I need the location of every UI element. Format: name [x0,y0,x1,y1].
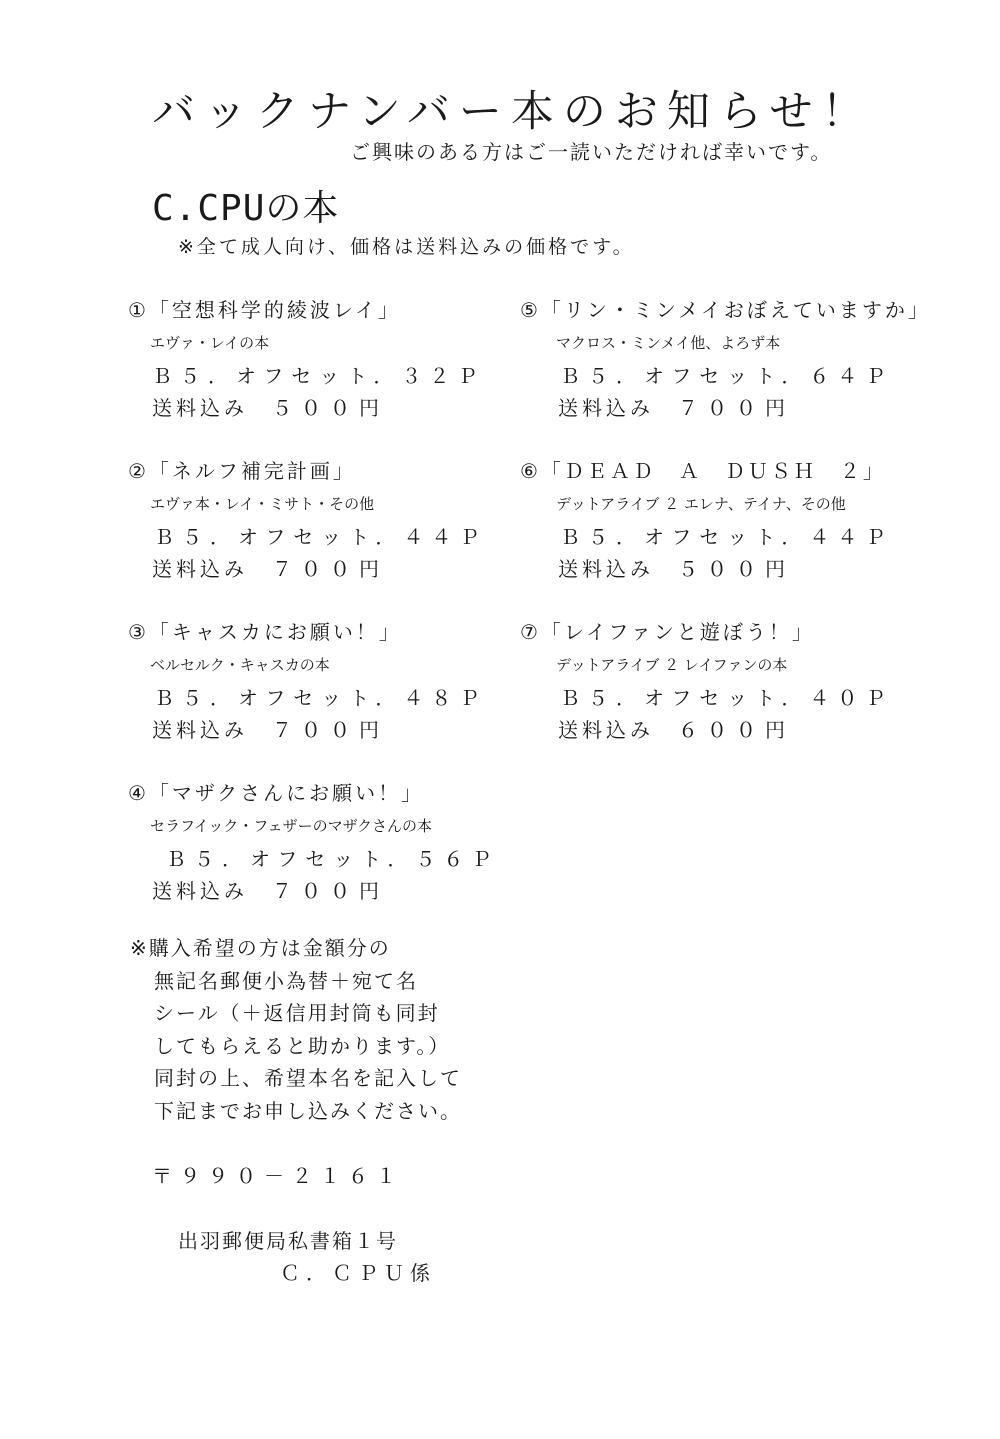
order-line: 下記までお申し込みください。 [154,1098,462,1123]
book-item-3 [128,616,568,746]
book-price: ６００円 [678,718,794,742]
book-description: デットアライブ ２ エレナ、テイナ、その他 [556,495,846,513]
book-spec: Ｂ５．オフセット．６４Ｐ [560,364,894,388]
price-label: 送料込み [152,557,248,581]
book-title: ③「キャスカにお願い！」 [128,620,402,644]
address-line: 出羽郵便局私書箱１号 [178,1229,398,1253]
price-label: 送料込み [558,396,654,420]
book-price-row [152,553,568,585]
book-spec: Ｂ５．オフセット．４４Ｐ [560,525,894,549]
book-description: デットアライブ ２ レイファンの本 [556,656,788,674]
book-price-row [152,875,568,907]
order-instructions [130,932,530,1127]
book-item-5 [520,294,960,424]
book-spec: Ｂ５．オフセット．３２Ｐ [152,364,486,388]
page-subtitle: ご興味のある方はご一読いただければ幸いです。 [350,140,833,164]
book-description: エヴァ・レイの本 [150,334,270,352]
price-label: 送料込み [152,396,248,420]
book-price: ５００円 [678,557,794,581]
postal-code: 〒９９０－２１６１ [152,1164,404,1188]
book-price: ７００円 [272,879,388,903]
book-spec: Ｂ５．オフセット．４４Ｐ [154,525,488,549]
order-line: 無記名郵便小為替＋宛て名 [154,968,418,993]
book-price-row [558,714,960,746]
book-title: ⑤「リン・ミンメイおぼえていますか」 [520,298,931,322]
price-note: ※全て成人向け、価格は送料込みの価格です。 [178,236,635,258]
book-title: ⑥「ＤＥＡＤ Ａ ＤＵＳＨ ２」 [520,459,886,483]
book-item-2 [128,455,568,585]
book-title: ①「空想科学的綾波レイ」 [128,298,401,322]
address-recipient: Ｃ．ＣＰＵ係 [280,1261,436,1285]
book-description: セラフイック・フェザーのマザクさんの本 [150,817,433,835]
order-line: シール（＋返信用封筒も同封 [154,1001,440,1025]
order-line: ※購入希望の方は金額分の [130,936,391,960]
book-price: ７００円 [272,718,388,742]
book-price: ５００円 [272,396,388,420]
book-description: ベルセルク・キャスカの本 [150,656,330,674]
book-title: ⑦「レイファンと遊ぼう！」 [520,620,815,644]
order-line: してもらえると助かります。） [154,1033,451,1058]
order-line: 同封の上、希望本名を記入して [154,1066,462,1090]
price-label: 送料込み [152,879,248,903]
price-label: 送料込み [558,718,654,742]
book-title: ④「マザクさんにお願い！」 [128,781,425,805]
circle-name: C.CPUの本 [152,188,340,229]
price-label: 送料込み [558,557,654,581]
book-price: ７００円 [678,396,794,420]
book-price-row [152,714,568,746]
book-description: エヴァ本・レイ・ミサト・その他 [150,495,375,513]
price-label: 送料込み [152,718,248,742]
book-item-1 [128,294,568,424]
book-price-row [152,392,568,424]
page-title: バックナンバー本のお知らせ！ [152,87,874,137]
book-spec: Ｂ５．オフセット．５６Ｐ [166,847,500,871]
book-item-6 [520,455,960,585]
book-title: ②「ネルフ補完計画」 [128,459,356,483]
book-spec: Ｂ５．オフセット．４８Ｐ [154,686,488,710]
book-item-4 [128,777,568,907]
book-item-7 [520,616,960,746]
book-price-row [558,553,960,585]
book-price: ７００円 [272,557,388,581]
book-spec: Ｂ５．オフセット．４０Ｐ [560,686,894,710]
book-price-row [558,392,960,424]
book-description: マクロス・ミンメイ他、よろず本 [556,334,781,352]
